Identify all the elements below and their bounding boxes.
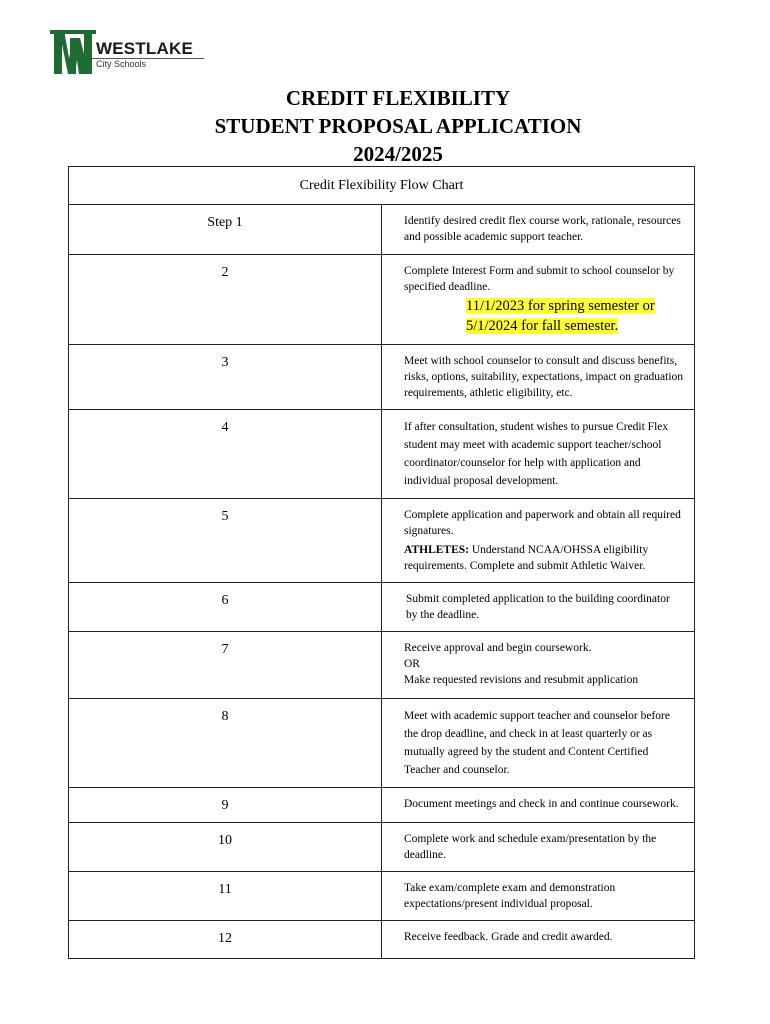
table-row bbox=[69, 345, 695, 410]
document-title bbox=[0, 84, 770, 168]
step-description: Take exam/complete exam and demonstration expectations/present individual proposal. bbox=[382, 872, 695, 921]
logo-wordmark: WESTLAKE bbox=[96, 39, 193, 58]
title-line-1: CREDIT FLEXIBILITY bbox=[285, 86, 511, 110]
step-number: 7 bbox=[69, 632, 382, 699]
step-text: Complete Interest Form and submit to school counselor by specified deadline. bbox=[404, 265, 675, 293]
table-header-row bbox=[69, 167, 695, 205]
step-text: Complete application and paperwork and obtain all required signatures. bbox=[404, 509, 681, 537]
step-number: 9 bbox=[69, 788, 382, 823]
step-description: Identify desired credit flex course work, rationale, resources and possible academic support teacher. bbox=[382, 205, 695, 255]
step-number: 3 bbox=[69, 345, 382, 410]
table-row bbox=[69, 872, 695, 921]
table-row bbox=[69, 632, 695, 699]
step-description bbox=[382, 499, 695, 583]
step-description: Submit completed application to the building coordinator by the deadline. bbox=[382, 583, 695, 632]
step-description: Document meetings and check in and continue coursework. bbox=[382, 788, 695, 823]
step-description: Meet with school counselor to consult and discuss benefits, risks, options, suitability, expectations, impact on graduation requirements, athletic eligibility, etc. bbox=[382, 345, 695, 410]
table-row bbox=[69, 499, 695, 583]
table-row bbox=[69, 255, 695, 345]
table-row bbox=[69, 583, 695, 632]
step-description: Complete work and schedule exam/presentation by the deadline. bbox=[382, 823, 695, 872]
athletes-label: ATHLETES: bbox=[404, 544, 469, 556]
table-row bbox=[69, 823, 695, 872]
logo-subtitle: City Schools bbox=[96, 59, 147, 69]
step-number: 10 bbox=[69, 823, 382, 872]
step-text-alt: Make requested revisions and resubmit application bbox=[404, 674, 639, 686]
step-number: 2 bbox=[69, 255, 382, 345]
step-number: Step 1 bbox=[69, 205, 382, 255]
step-number: 8 bbox=[69, 699, 382, 788]
westlake-logo bbox=[50, 30, 210, 76]
table-row bbox=[69, 205, 695, 255]
title-line-3: 2024/2025 bbox=[353, 142, 443, 166]
table-row bbox=[69, 788, 695, 823]
step-description bbox=[382, 255, 695, 345]
deadline-highlight: 11/1/2023 for spring semester or 5/1/2024 for fall semester. bbox=[466, 298, 655, 334]
step-number: 6 bbox=[69, 583, 382, 632]
table-row bbox=[69, 410, 695, 499]
step-description: If after consultation, student wishes to pursue Credit Flex student may meet with academic support teacher/school coordinator/counselor for help with application and individual proposal development. bbox=[382, 410, 695, 499]
step-description: Meet with academic support teacher and counselor before the drop deadline, and check in at least quarterly or as mutually agreed by the student and Content Certified Teacher and counselor. bbox=[382, 699, 695, 788]
table-row bbox=[69, 921, 695, 959]
table-row bbox=[69, 699, 695, 788]
table-header: Credit Flexibility Flow Chart bbox=[69, 167, 695, 205]
deadline-highlight-wrap bbox=[466, 296, 684, 336]
step-number: 11 bbox=[69, 872, 382, 921]
step-number: 12 bbox=[69, 921, 382, 959]
title-line-2: STUDENT PROPOSAL APPLICATION bbox=[214, 114, 582, 138]
flow-chart-table bbox=[68, 166, 695, 959]
step-text: Receive approval and begin coursework. bbox=[404, 642, 592, 654]
step-description bbox=[382, 632, 695, 699]
step-number: 5 bbox=[69, 499, 382, 583]
athletes-text: Understand NCAA/OHSSA eligibility requirements. Complete and submit Athletic Waiver. bbox=[404, 544, 649, 572]
step-text-or: OR bbox=[404, 658, 420, 670]
step-number: 4 bbox=[69, 410, 382, 499]
step-description: Receive feedback. Grade and credit awarded. bbox=[382, 921, 695, 959]
athletes-note bbox=[404, 542, 684, 574]
